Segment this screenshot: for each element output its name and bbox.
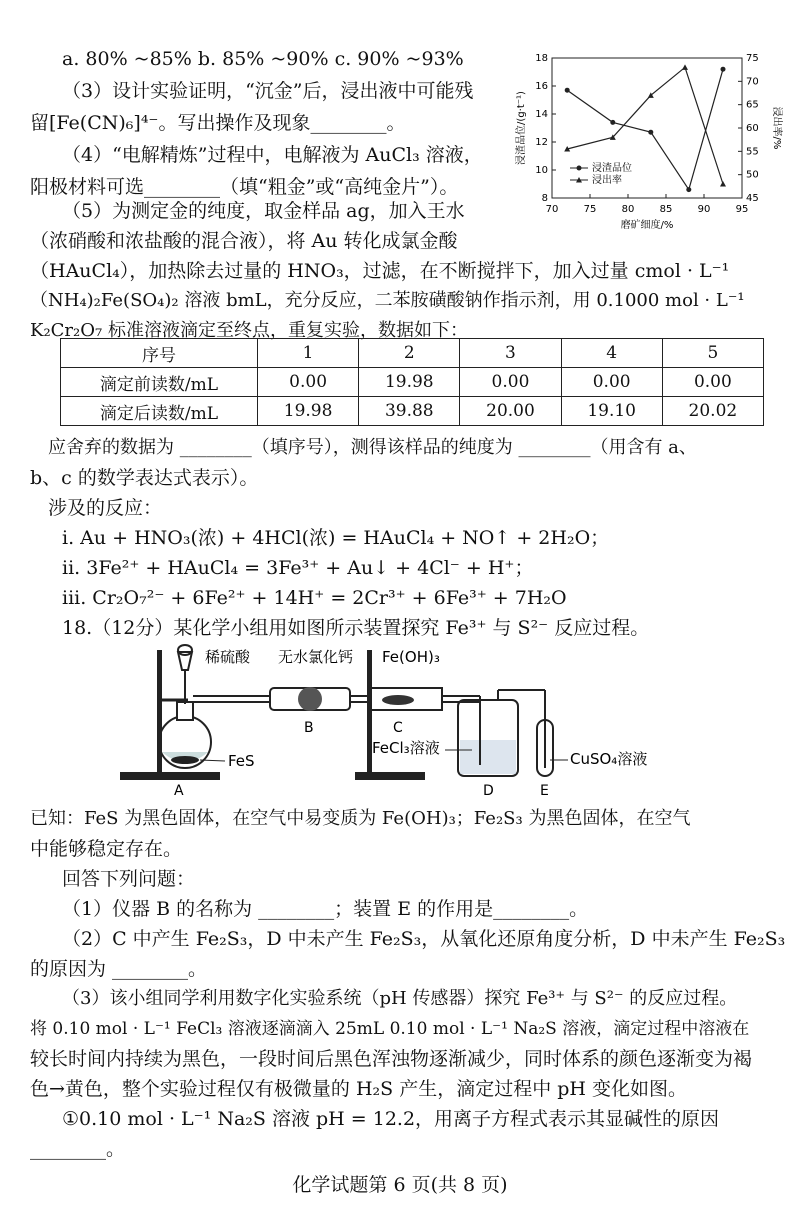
q3-line1: （3）设计实验证明，“沉金”后，浸出液中可能残 (62, 80, 474, 102)
x-tick-label: 75 (583, 204, 597, 215)
table-cell: 0.00 (561, 368, 662, 397)
y-left-tick-label: 12 (535, 137, 548, 148)
reaction-i: i. Au + HNO₃(浓) + 4HCl(浓) = HAuCl₄ + NO↑ + 2H₂O； (62, 527, 610, 549)
data-point (721, 67, 726, 72)
discard-line1: 应舍弃的数据为 ________（填序号），测得该样品的纯度为 ________（用含有 a、 (48, 437, 697, 458)
q18-3-line2: 将 0.10 mol · L⁻¹ FeCl₃ 溶液逐滴滴入 25mL 0.10 mol · L⁻¹ Na₂S 溶液，滴定过程中溶液在 (30, 1019, 750, 1039)
table-cell: 19.10 (561, 397, 662, 426)
label-fecl3: FeCl₃溶液 (372, 739, 440, 757)
label-drier: 无水氯化钙 (278, 648, 354, 666)
table-cell: 滴定后读数/mL (61, 397, 258, 426)
x-tick-label: 95 (735, 204, 749, 215)
legend-label: 浸渣品位 (592, 163, 632, 174)
table-header-cell: 3 (460, 339, 561, 368)
y-right-tick-label: 75 (746, 53, 759, 64)
x-axis-label: 磨矿细度/% (620, 220, 674, 231)
q5-line2: （浓硝酸和浓盐酸的混合液），将 Au 转化成氯金酸 (30, 230, 458, 252)
y-right-tick-label: 70 (746, 76, 759, 88)
table-cell: 滴定前读数/mL (61, 368, 258, 397)
y-left-tick-label: 8 (541, 193, 548, 204)
label-A: A (174, 783, 184, 799)
q5-line3: （HAuCl₄），加热除去过量的 HNO₃，过滤，在不断搅拌下，加入过量 cmol · L⁻¹ (30, 260, 730, 282)
y-left-tick-label: 14 (535, 109, 548, 120)
series-line-1 (567, 67, 723, 184)
table-row (61, 368, 764, 397)
table-header-cell: 1 (258, 339, 359, 368)
x-tick-label: 85 (659, 204, 673, 215)
table-cell: 0.00 (258, 368, 359, 397)
data-point (610, 120, 615, 125)
legend-marker (577, 166, 582, 171)
q3-line2: 留[Fe(CN)₆]⁴⁻。写出操作及现象________。 (30, 112, 406, 134)
q18-3-line4: 色→黄色，整个实验过程仅有极微量的 H₂S 产生，滴定过程中 pH 变化如图。 (30, 1078, 688, 1100)
label-feoh3: Fe(OH)₃ (382, 648, 440, 666)
q18-3-line1: （3）该小组同学利用数字化实验系统（pH 传感器）探究 Fe³⁺ 与 S²⁻ 的反应过程。 (62, 988, 738, 1009)
table-header-cell: 5 (662, 339, 763, 368)
q18-3-sub1-blank: ________。 (30, 1138, 126, 1160)
data-point (686, 187, 691, 192)
table-cell: 19.98 (359, 368, 460, 397)
titration-table (60, 338, 764, 426)
q18-1: （1）仪器 B 的名称为 ________；装置 E 的作用是________。 (62, 898, 589, 920)
table-row (61, 397, 764, 426)
q18-2-line2: 的原因为 ________。 (30, 958, 208, 980)
data-point (565, 88, 570, 93)
label-B: B (304, 720, 314, 736)
table-header-cell: 4 (561, 339, 662, 368)
q18-2-line1: （2）C 中产生 Fe₂S₃，D 中未产生 Fe₂S₃，从氧化还原角度分析，D 中未产生 Fe₂S₃ (62, 928, 786, 950)
data-point (720, 181, 726, 187)
q4-line1: （4）“电解精炼”过程中，电解液为 AuCl₃ 溶液， (62, 144, 483, 166)
grinding-chart (512, 48, 792, 248)
y-right-tick-label: 50 (746, 169, 759, 181)
label-acid: 稀硫酸 (205, 648, 251, 666)
legend-label: 浸出率 (592, 175, 622, 186)
y-right-axis-label: 浸出率/% (771, 106, 782, 150)
q18-3-sub1: ①0.10 mol · L⁻¹ Na₂S 溶液 pH = 12.2，用离子方程式表示其显碱性的原因 (62, 1108, 720, 1130)
q5-line4: （NH₄)₂Fe(SO₄)₂ 溶液 bmL，充分反应，二苯胺磺酸钠作指示剂，用 0.1000 mol · L⁻¹ (30, 290, 745, 311)
known-line1: 已知：FeS 为黑色固体，在空气中易变质为 Fe(OH)₃；Fe₂S₃ 为黑色固体，在空气 (30, 808, 691, 829)
reaction-iii: iii. Cr₂O₇²⁻ + 6Fe²⁺ + 14H⁺ = 2Cr³⁺ + 6Fe³⁺ + 7H₂O (62, 587, 567, 609)
known-line2: 中能够稳定存在。 (30, 838, 183, 860)
data-point (648, 130, 653, 135)
x-tick-label: 80 (621, 204, 635, 215)
x-tick-label: 70 (545, 204, 559, 215)
table-cell: 20.02 (662, 397, 763, 426)
q5-line5-visible: K₂Cr₂O₇ 标准溶液滴定至终点，重复实验，数据如下： (30, 320, 468, 341)
options-line: a. 80% ~85% b. 85% ~90% c. 90% ~93% (62, 48, 464, 70)
table-cell: 20.00 (460, 397, 561, 426)
y-right-tick-label: 65 (746, 99, 759, 111)
data-point (682, 64, 688, 70)
x-tick-label: 90 (697, 204, 711, 215)
table-header-row (61, 339, 764, 368)
q18-3-line3: 较长时间内持续为黑色，一段时间后黑色浑浊物逐渐减少，同时体系的颜色逐渐变为褐 (30, 1048, 753, 1070)
y-right-tick-label: 55 (746, 146, 759, 158)
reaction-ii: ii. 3Fe²⁺ + HAuCl₄ = 3Fe³⁺ + Au↓ + 4Cl⁻ + H⁺； (62, 557, 534, 579)
y-right-tick-label: 60 (746, 123, 759, 134)
apparatus-diagram (0, 640, 800, 800)
table-cell: 39.88 (359, 397, 460, 426)
series-line-0 (567, 69, 723, 189)
label-E: E (540, 783, 549, 799)
label-C: C (393, 720, 403, 736)
answer-intro: 回答下列问题： (62, 868, 196, 890)
q5-line1: （5）为测定金的纯度，取金样品 ag，加入王水 (62, 200, 465, 222)
label-fes: FeS (228, 752, 255, 770)
y-left-tick-label: 10 (535, 165, 548, 176)
label-D: D (483, 783, 494, 799)
table-header-cell: 序号 (61, 339, 258, 368)
table-header-cell: 2 (359, 339, 460, 368)
plot-frame (552, 58, 742, 198)
table-cell: 19.98 (258, 397, 359, 426)
y-left-tick-label: 16 (535, 81, 548, 92)
q4-line2: 阳极材料可选________（填“粗金”或“高纯金片”）。 (30, 176, 459, 198)
page-footer: 化学试题第 6 页(共 8 页) (292, 1174, 508, 1196)
q18-title: 18.（12分）某化学小组用如图所示装置探究 Fe³⁺ 与 S²⁻ 反应过程。 (62, 617, 650, 639)
y-left-tick-label: 18 (535, 53, 548, 64)
label-cuso4: CuSO₄溶液 (570, 750, 648, 768)
table-cell: 0.00 (662, 368, 763, 397)
reactions-title: 涉及的反应： (48, 497, 163, 519)
y-right-tick-label: 45 (746, 193, 759, 204)
discard-line2: b、c 的数学表达式表示）。 (30, 467, 259, 489)
table-cell: 0.00 (460, 368, 561, 397)
y-left-axis-label: 浸渣品位/(g·t⁻¹) (516, 91, 527, 165)
